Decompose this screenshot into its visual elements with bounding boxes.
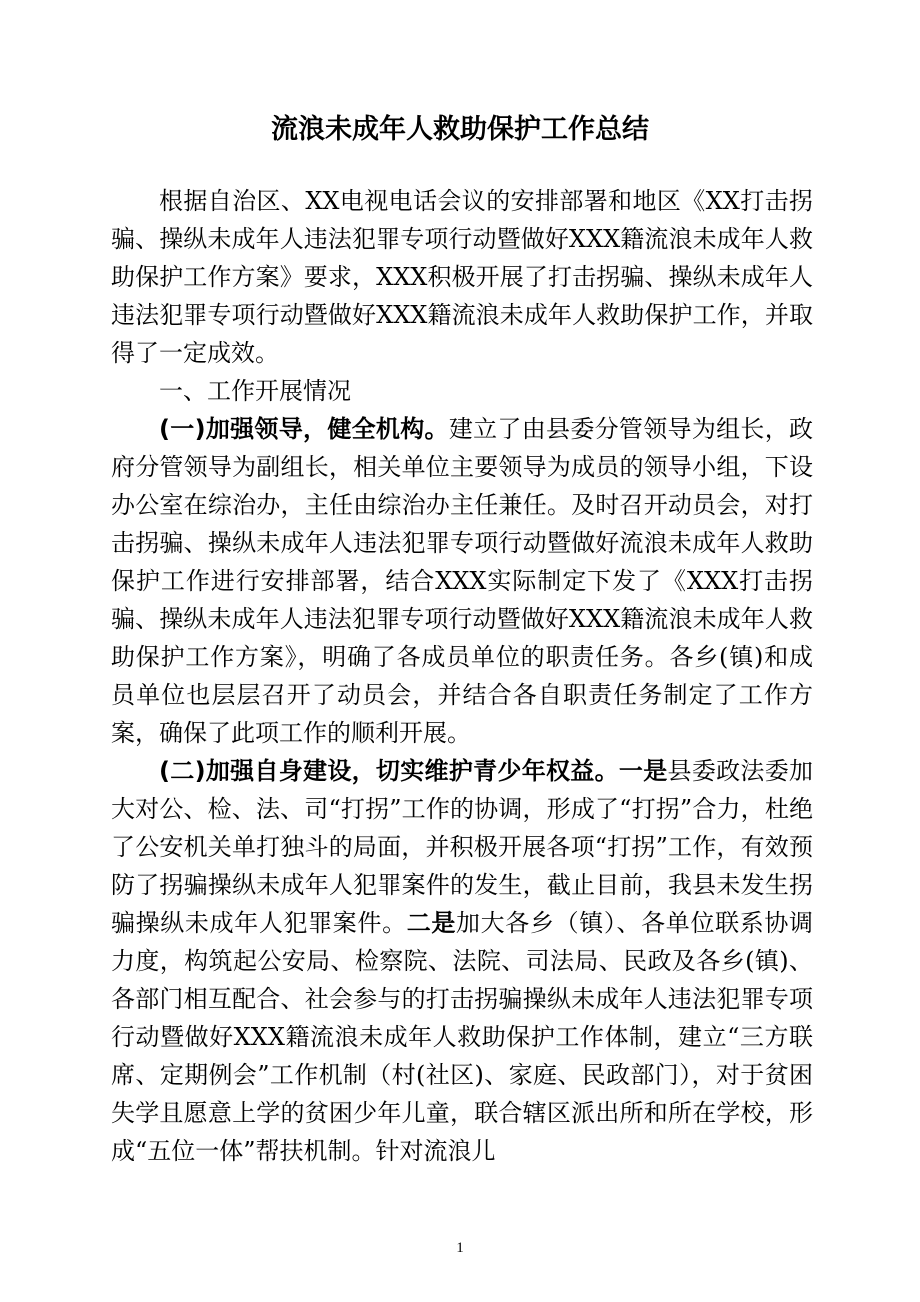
- paragraph-leadership: [111, 410, 813, 752]
- intro-paragraph: 根据自治区、XX电视电话会议的安排部署和地区《XX打击拐骗、操纵未成年人违法犯罪专项行动暨做好XXX籍流浪未成年人救助保护工作方案》要求，XXX积极开展了打击拐骗、操纵未成年人违法犯罪专项行动暨做好XXX籍流浪未成年人救助保护工作，并取得了一定成效。: [111, 187, 813, 367]
- paragraph-text: 加大各乡（镇）、各单位联系协调力度，构筑起公安局、检察院、法院、司法局、民政及各乡(镇)、各部门相互配合、社会参与的打击拐骗操纵未成年人违法犯罪专项行动暨做好XXX籍流浪未成年人救助保护工作体制，建立“三方联席、定期例会”工作机制（村(社区)、家庭、民政部门），对于贫困失学且愿意上学的贫困少年儿童，联合辖区派出所和所在学校，形成“五位一体”帮扶机制。针对流浪儿: [111, 909, 814, 1165]
- paragraph-text: 县委政法委加大对公、检、法、司“打拐”工作的协调，形成了“打拐”合力，杜绝了公安机关单打独斗的局面，并积极开展各项“打拐”工作，有效预防了拐骗操纵未成年人犯罪案件的发生，截止目前，我县未发生拐骗操纵未成年人犯罪案件。: [111, 757, 814, 937]
- paragraph-lead: (一)加强领导，健全机构。: [159, 415, 449, 443]
- section-heading: 一、工作开展情况: [159, 377, 351, 405]
- paragraph-lead: (二)加强自身建设，切实维护青少年权益。: [159, 757, 619, 785]
- point-marker: 一是: [618, 757, 668, 785]
- document-body: [111, 182, 813, 1170]
- paragraph-self-building: [111, 752, 813, 1170]
- page-number: 1: [456, 1240, 464, 1256]
- paragraph-text: 建立了由县委分管领导为组长，政府分管领导为副组长，相关单位主要领导为成员的领导小组，下设办公室在综治办，主任由综治办主任兼任。及时召开动员会，对打击拐骗、操纵未成年人违法犯罪专项行动暨做好流浪未成年人救助保护工作进行安排部署，结合XXX实际制定下发了《XXX打击拐骗、操纵未成年人违法犯罪专项行动暨做好XXX籍流浪未成年人救助保护工作方案》，明确了各成员单位的职责任务。各乡(镇)和成员单位也层层召开了动员会，并结合各自职责任务制定了工作方案，确保了此项工作的顺利开展。: [111, 415, 814, 747]
- document-title: 流浪未成年人救助保护工作总结: [271, 114, 649, 145]
- point-marker: 二是: [406, 909, 457, 937]
